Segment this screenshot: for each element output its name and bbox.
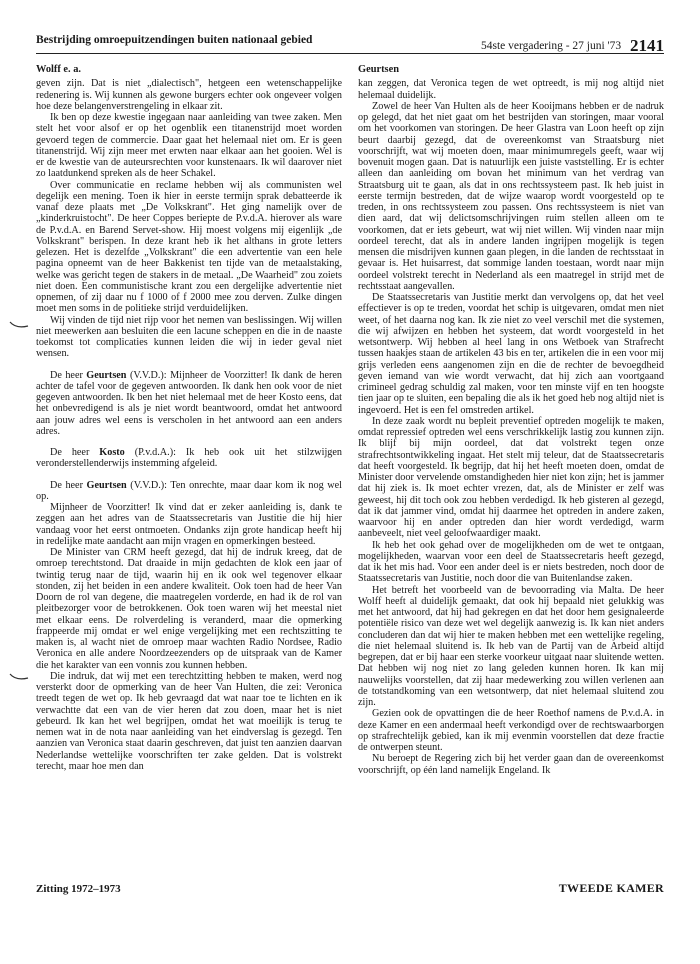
header-title: Bestrijding omroepuitzendingen buiten nationaal gebied (36, 34, 313, 46)
header-meeting-info (481, 34, 664, 54)
paragraph: De Staatssecretaris van Justitie merkt dan vervolgens op, dat het veel effectiever is op te treden, voordat het schip is uitgevaren, omdat men niet weet, of het daarna nog kan. Ik zie niet zo veel verschil met die systemen, die wij afwijzen en hebben het systeem, dat wordt voorgesteld in het wetsontwerp. Wij hebben al heel lang in ons Wetboek van Strafrecht tussen haakjes staan de artikelen 43 bis en ter, artikelen die in een voor mij grijs verleden eens aangenomen zijn en die de rechter de bevoegdheid geven iemand van wie wordt verwacht, dat hij zich aan voortgaand crimineel gedrag schuldig zal maken, voor ten minste vijf en ten hoogste tien jaar op te sluiten, een bepaling die als ik het goed heb nog altijd niet is ingevoerd. Het is een fel omstreden artikel. (358, 292, 664, 416)
paragraph: geven zijn. Dat is niet „dialectisch", hetgeen een wetenschappelijke redenering is. Wij kunnen als gewone burgers echter ook ongeveer volgen hoe deze belangenverstrengeling in elkaar zit. (36, 78, 342, 112)
paragraph: kan zeggen, dat Veronica tegen de wet optreedt, is mij nog altijd niet helemaal duidelijk. (358, 78, 664, 101)
page-number: 2141 (630, 36, 664, 55)
speech-geurtsen: De heer Geurtsen (V.V.D.): Mijnheer de Voorzitter! Ik dank de heren achter de tafel voor de gegeven antwoorden. Ik dank hen ook voor de niet gegeven antwoorden. Ik ben het niet helemaal met de heer Kosto eens, dat het onbevredigend is als je niet wordt beantwoord, omdat het antwoord aan jouw adres wel eens is verscholen in het antwoord aan een anders adres. (36, 369, 342, 437)
paragraph: Mijnheer de Voorzitter! Ik vind dat er zeker aanleiding is, dank te zeggen aan het adres van de Staatssecretaris van Justitie die hij hier vandaag voor het eerst ontmoeten. Ondanks zijn grote handicap heeft hij in redelijke mate aandacht aan mijn vragen en opmerkingen besteed. (36, 502, 342, 547)
column-speaker-head: Wolff e. a. (36, 64, 82, 75)
margin-pen-mark (8, 672, 30, 682)
speech-geurtsen: De heer Geurtsen (V.V.D.): Ten onrechte, maar daar kom ik nog wel op. (36, 479, 342, 502)
paragraph: Ik heb het ook gehad over de mogelijkheden om de wet te ontgaan, mogelijkheden, waarvan voor een deel de Staatssecretaris heeft gezegd, dat ik het mis had. Voor een ander deel is er niets bestreden, noch door de Staatssecretaris van Justitie, noch door die van Buitenlandse zaken. (358, 539, 664, 585)
paragraph: Die indruk, dat wij met een terechtzitting hebben te maken, werd nog versterkt door de opmerking van de heer Van Hulten, die zei: Veronica treedt tegen de wet op. Ik heb gevraagd dat wat naar toe te lichten en ik verwachtte dat een van de vier heren dat zou doen, maar het is niet gebeurd. Ik kan het wel begrijpen, omdat het wat moeilijk is terug te nemen wat in de nota naar aanleiding van het eindverslag is gezegd. Ten aanzien van Veronica staat daarin geschreven, dat juist ten aanzien daarvan Nederlandse wettelijke voorschriften ter zake gelden. Dat is volstrekt terecht, maar hoe men dan (36, 670, 342, 772)
footer-session: Zitting 1972–1973 (36, 883, 121, 895)
speaker-party: (P.v.d.A.): (134, 447, 176, 458)
speaker-name: Geurtsen (86, 369, 127, 381)
running-header (36, 28, 664, 55)
speech-text: Mijnheer de Voorzitter! Ik dank de heren achter de tafel voor de gegeven antwoorden. Ik dank hen ook voor de niet gegeven antwoorden. Ik ben het niet helemaal met de heer Kosto eens, dat het onbevredigend is als je niet wordt beantwoord, omdat het antwoord aan jouw adres wel eens is verscholen in het antwoord aan een anders adres. (36, 369, 342, 437)
paragraph: Ik ben op deze kwestie ingegaan naar aanleiding van twee zaken. Men stelt het voor alsof er op het ogenblik een titanenstrijd moet worden gevoerd tegen de commercie. Daar gaat het helemaal niet om. Er is geen titanenstrijd. Wij zijn meer met erwten naar elkaar aan het gooien. Wel is er de kwestie van de auteursrechten voor kunstenaars. Ik wil daarover niet zo laatdunkend spreken als de heer Schakel. (36, 112, 342, 180)
speaker-party: (V.V.D.): (130, 479, 167, 491)
paragraph: Zowel de heer Van Hulten als de heer Kooijmans hebben er de nadruk op gelegd, dat het niet gaat om het bestrijden van storingen, maar vooral om het voorkomen van storingen. De heer Glastra van Loon heeft op zijn beurt daarbij gezegd, dat de overeenkomst van Straatsburg niet voorschrijft, wat wij moeten doen, maar minimumregels geeft, waar wij bovenuit mogen gaan. Dat is natuurlijk een juiste vaststelling. Er is echter alleen dan aanleiding om bovan het minimum van het verdrag van Straatsburg uit te gaan, als dat in ons rechtssysteem past. Ik heb juist in eerste termijn bestreden, dat de wijze waarop wordt voorgesteld op te treden, in ons rechtssysteem zou passen. Ons rechtssysteem is niet van dien aard, dat wij delictsomschrijvingen ruim stellen alleen om te voorkomen, dat er iets gebeurt, wat wij niet willen. Wij vinden naar mijn oordeel terecht, dat als in andere landen ingrijpen mogelijk is tegen mensen die misdrijven kunnen gaan plegen, in die landen de rechtsstaat in gevaar is. Het huisarrest, dat sommige landen toestaan, wordt naar mijn oordeel volstrekt terecht in Nederland als een maatregel in strijd met de rechtsstaat aangevallen. (358, 100, 664, 292)
speech-text: Ik heb ook uit het stilzwijgen veronderstellenderwijs instemming afgeleid. (36, 447, 342, 470)
speech-text: Ten onrechte, maar daar kom ik nog wel op. (36, 479, 342, 502)
paragraph: Nu beroept de Regering zich bij het verder gaan dan de overeenkomst voorschrijft, op één land namelijk Engeland. Ik (358, 753, 664, 776)
paragraph: Over communicatie en reclame hebben wij als communisten wel degelijk een mening. Toen ik hier in eerste termijn sprak debatteerde ik vanaf deze plaats met „De Volkskrant". Het ging namelijk over de „kinderkruistocht". De heer Coppes beriepte de P.v.d.A. hierover als ware de P.v.d.A. en Barend Servet-show. Hij moest volgens mij eigenlijk „de Volkskrant" berispen. In deze krant heb ik het althans in grote letters gelezen. Het is dezelfde „Volkskrant" die een advertentie van een hele pagina opneemt van de heer Bakkenist ten tijde van de metaalstaking, welke was gericht tegen de stakers in de metaal. „De Waarheid" zou zoiets niet doen. Een communistische krant zou een dergelijke advertentie niet opnemen, of zij daar nu f 1000 of f 2000 mee zou derven. Zulke dingen moet men soms in de politieke strijd verduidelijken. (36, 179, 342, 315)
speaker-name: Kosto (99, 447, 125, 458)
speaker-name: Geurtsen (86, 479, 127, 491)
paragraph: Het betreft het voorbeeld van de bevoorrading via Malta. De heer Wolff heeft al duidelijk gemaakt, dat ook hij bepaald niet gelukkig was met het antwoord, dat hij had gekregen en dat het door hem gesignaleerde potentiële risico van deze wet wel degelijk aanwezig is. Ik kan niet anders concluderen dan dat wij hier te maken hebben met een wettelijke regeling, die niet helemaal sluitend is. Ik heb van de Partij van de Arbeid altijd begrepen, dat er bij haar een sterke voorkeur uitgaat naar sluitende wetten. Dat hebben wij nog niet zo lang geleden kunnen horen. Ik kan mij nauwelijks voorstellen, dat zij haar medewerking zou willen verlenen aan de totstandkoming van een wetsontwerp, dat niet helemaal sluitend zou zijn. (358, 584, 664, 708)
margin-pen-mark (8, 320, 30, 330)
paragraph: Gezien ook de opvattingen die de heer Roethof namens de P.v.d.A. in deze Kamer en een andermaal heeft verkondigd over de rechtswaarborgen op strafrechtelijk gebied, kan ik mij evenmin voorstellen dat deze fractie de ontwerpen steunt. (358, 708, 664, 753)
paragraph: In deze zaak wordt nu bepleit preventief optreden mogelijk te maken, omdat repressief optreden wel eens verschrikkelijk lastig zou kunnen zijn. Ik blijf bij mijn oordeel, dat dat volstrekt tegen onze strafrechtsontwikkeling ingaat. Het stelt mij teleur, dat de Staatssecretaris dat heeft voorgesteld. Ik begrijp, dat hij het heeft moeten doen, omdat de Minister door vervelende omstandigheden hier niet kon zijn; het is jammer dat hij ziek is. Ik moet echter vrezen, dat, als de Minister er zelf was geweest, hij dit toch ook zou hebben verdedigd. Ik heb gisteren al gezegd, dat ik dat jammer vind, omdat hij daarmee het optreden in andere zaken, waarvoor hij en ander optreden dan hier wordt verdedigd, warm aanbeveelt, niet veel geloofwaardiger maakt. (358, 415, 664, 540)
paragraph: Wij vinden de tijd niet rijp voor het nemen van beslissingen. Wij willen niet meewerken aan besluiten die een lacune scheppen en die in de naaste toekomst tot complicaties kunnen leiden die wij in ieder geval niet wensen. (36, 314, 342, 360)
speech-kosto: De heer Kosto (P.v.d.A.): Ik heb ook uit het stilzwijgen veronderstellenderwijs instemming afgeleid. (36, 447, 342, 470)
paragraph: De Minister van CRM heeft gezegd, dat hij de indruk kreeg, dat de omroep terechtstond. Dat draaide in mijn gedachten de klok een jaar of twintig terug naar de tijd, waarin hij en ik ook wel tegenover elkaar stonden, zij het beiden in een andere kwaliteit. Ook toen had de heer Van Doorn de rol van degene, die maatregelen vorderde, en had ik de rol van pleitbezorger voor de betrokkenen. Ook toen waren wij het meestal niet met elkaar eens. De rolverdeling is veranderd, maar die opmerking frappeerde mij omdat er wel enige vergelijking met een rechtszitting te maken is, al wacht niet de omroep maar wachten Radio Nordsee, Radio Veronica en alle andere Noordzeezenders op de uitspraak van de Kamer die het karakter van een vonnis zou kunnen hebben. (36, 547, 342, 671)
right-column (358, 64, 664, 872)
header-divider (36, 53, 664, 54)
left-column (36, 64, 342, 872)
column-speaker-head: Geurtsen (358, 64, 399, 75)
speaker-party: (V.V.D.): (129, 369, 167, 381)
header-meeting: 54ste vergadering - 27 juni '73 (480, 40, 622, 52)
footer-chamber: TWEEDE KAMER (558, 881, 664, 895)
